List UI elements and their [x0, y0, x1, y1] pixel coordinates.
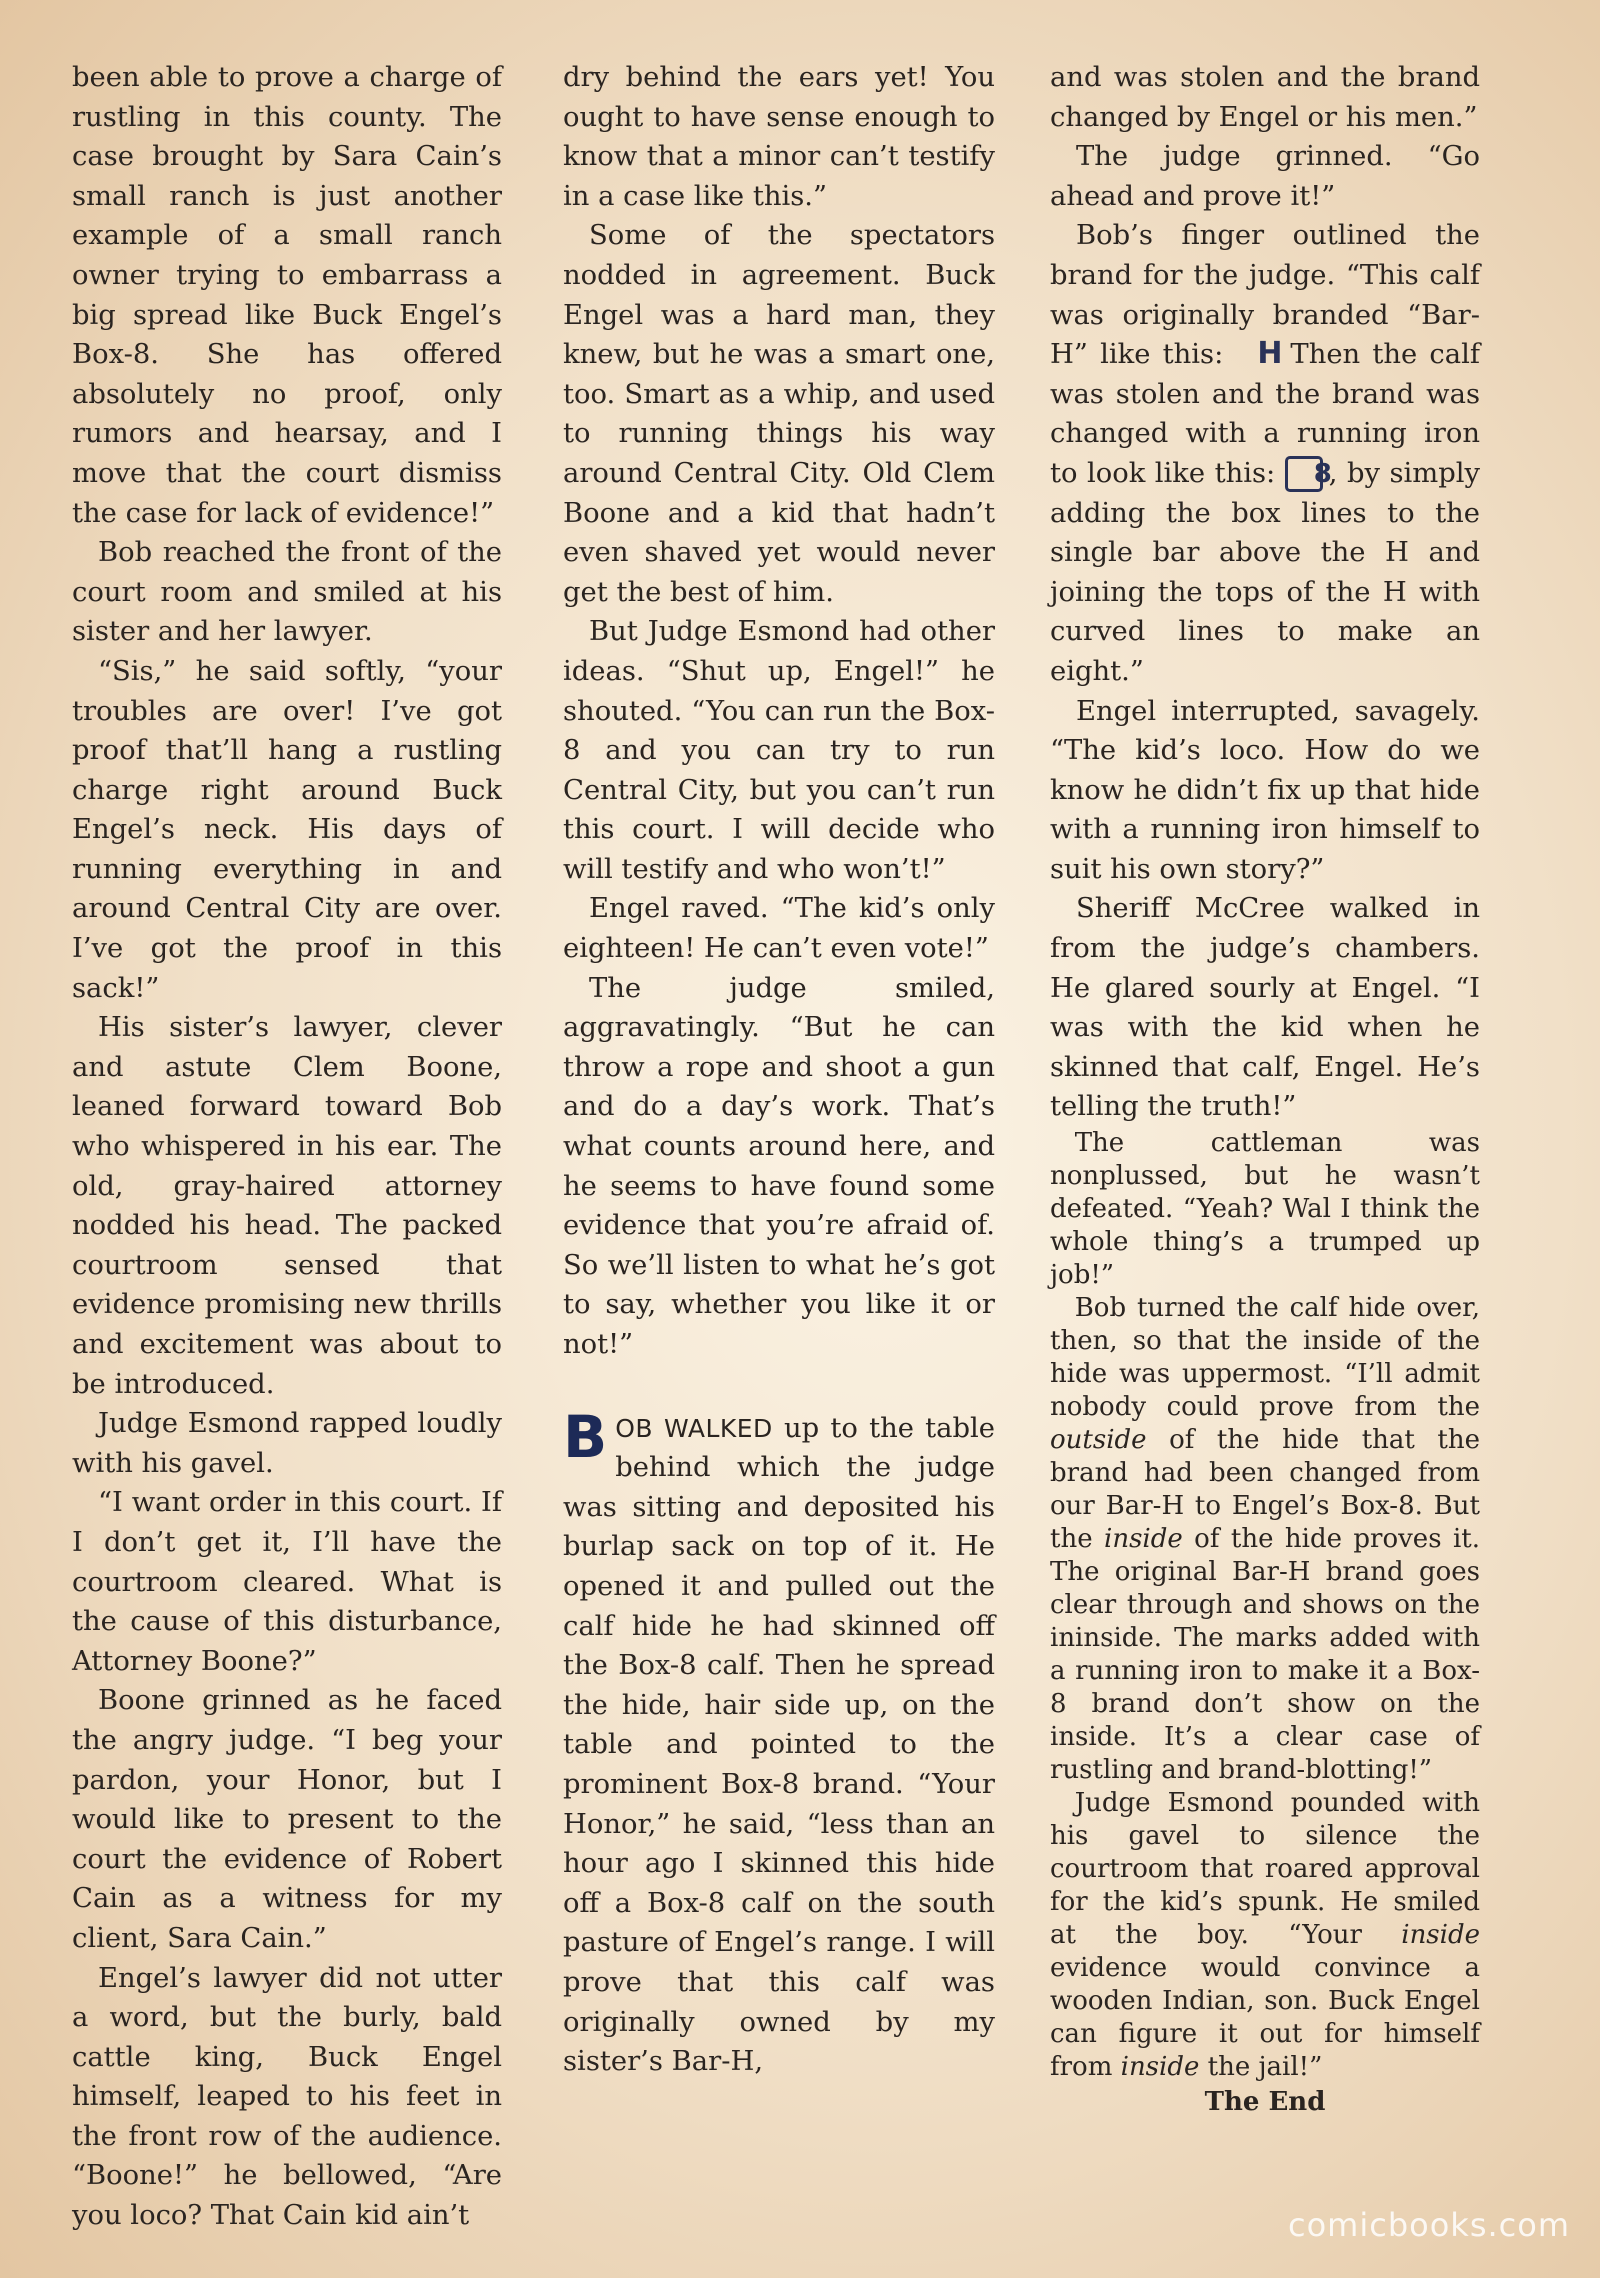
paragraph [1050, 216, 1480, 691]
paragraph-text: of the hide that the brand had been changed from our Bar-H to Engel’s Box-8. But the [1050, 1425, 1480, 1555]
paragraph-text: evidence would convince a wooden Indian, son. Buck Engel can figure it out for himself from [1050, 1953, 1480, 2083]
paragraph: Engel interrupted, savagely. “The kid’s loco. How do we know he didn’t fix up that hide with a running iron himself to suit his own story?” [1050, 695, 1480, 885]
paragraph-text: Bob turned the calf hide over, then, so that the inside of the hide was uppermost. “I’ll admit nobody could prove from the [1050, 1293, 1480, 1423]
paragraph: dry behind the ears yet! You ought to have sense enough to know that a minor can’t testify in a case like this.” [563, 62, 995, 212]
paragraph-text: Then the calf was stolen and the brand was changed with a running iron to look like this: [1050, 339, 1480, 489]
watermark-text: comicbooks.com [1287, 2206, 1570, 2244]
condensed-text-block [1050, 1127, 1480, 2119]
paragraph-text: of the hide proves it. The original Bar-H brand goes clear through and shows on the ininside. The marks added with a running iron to make it a Box-8 brand don’t show on the inside. It’s a clear case of rustling and brand-blotting!” [1050, 1524, 1480, 1786]
paragraph: “Sis,” he said softly, “your troubles are over! I’ve got proof that’ll hang a rustling charge right around Buck Engel’s neck. His days of running everything in and around Central City are over. I’ve got the proof in this sack!” [72, 655, 502, 1004]
text-column-2 [563, 58, 995, 2082]
drop-cap: B [563, 1402, 608, 1471]
emphasis: inside [1120, 2052, 1200, 2083]
paragraph-text: up to the table behind which the judge was sitting and deposited his burlap sack on top of it. He opened it and pulled out the calf hide he had skinned off the Box-8 calf. Then he spread the hide, hair side up, on the table and pointed to the prominent Box-8 brand. “Your Honor,” he said, “less than an hour ago I skinned this hide off a Box-8 calf on the south pasture of Engel’s range. I will prove that this calf was originally owned by my sister’s Bar-H, [563, 1412, 995, 2078]
emphasis: inside [1401, 1920, 1480, 1951]
section-opening-paragraph [563, 1402, 995, 2082]
paragraph: But Judge Esmond had other ideas. “Shut up, Engel!” he shouted. “You can run the Box-8 and you can try to run Central City, but you can’t run this court. I will decide who will testify and who won’t!” [563, 616, 995, 885]
paragraph: The judge grinned. “Go ahead and prove it!” [1050, 141, 1480, 212]
text-column-1 [72, 58, 502, 2236]
paragraph: Engel’s lawyer did not utter a word, but the burly, bald cattle king, Buck Engel himself, leaped to his feet in the front row of the audience. “Boone!” he bellowed, “Are you loco? That Cain kid ain’t [72, 1962, 502, 2232]
emphasis: outside [1050, 1425, 1147, 1456]
paragraph: Judge Esmond rapped loudly with his gavel. [72, 1408, 502, 1479]
paragraph: The judge smiled, aggravatingly. “But he can throw a rope and shoot a gun and do a day’s work. That’s what counts around here, and he seems to have found some evidence that you’re afraid of. So we’ll listen to what he’s got to say, whether you like it or not!” [563, 972, 995, 1360]
the-end-label: The End [1204, 2087, 1326, 2118]
paragraph: been able to prove a charge of rustling in this county. The case brought by Sara Cain’s small ranch is just another example of a small ranch owner trying to embarrass a big spread like Buck Engel’s Box-8. She has offered absolutely no proof, only rumors and hearsay, and I move that the court dismiss the case for lack of evidence!” [72, 62, 502, 529]
paragraph-text: the jail!” [1199, 2052, 1323, 2083]
box-8-brand-icon: 8 [1285, 456, 1323, 492]
lead-in-caps: OB WALKED [615, 1413, 773, 1443]
paragraph: Some of the spectators nodded in agreement. Buck Engel was a hard man, they knew, but he was a smart one, too. Smart as a whip, and used to running things his way around Central City. Old Clem Boone and a kid that hadn’t even shaved yet would never get the best of him. [563, 220, 995, 608]
paragraph: Sheriff McCree walked in from the judge’s chambers. He glared sourly at Engel. “I was with the kid when he skinned that calf, Engel. He’s telling the truth!” [1050, 893, 1480, 1123]
paragraph-text: Judge Esmond pounded with his gavel to silence the courtroom that roared approval for the kid’s spunk. He smiled at the boy. “Your [1050, 1788, 1480, 1951]
paragraph: and was stolen and the brand changed by Engel or his men.” [1050, 62, 1480, 133]
paragraph: The cattleman was nonplussed, but he wasn’t defeated. “Yeah? Wal I think the whole thing’s a trumped up job!” [1050, 1128, 1480, 1291]
paragraph: Boone grinned as he faced the angry judge. “I beg your pardon, your Honor, but I would like to present to the court the evidence of Robert Cain as a witness for my client, Sara Cain.” [72, 1685, 502, 1954]
paragraph: Engel raved. “The kid’s only eighteen! He can’t even vote!” [563, 893, 995, 965]
text-column-3 [1050, 58, 1480, 2119]
paragraph [1050, 1292, 1480, 1787]
paragraph-text: , by simply adding the box lines to the single bar above the H and joining the tops of the H with curved lines to make an eight.” [1050, 457, 1481, 687]
paragraph: Bob reached the front of the court room and smiled at his sister and her lawyer. [72, 537, 502, 648]
paragraph: His sister’s lawyer, clever and astute Clem Boone, leaned forward toward Bob who whispered in his ear. The old, gray-haired attorney nodded his head. The packed courtroom sensed that evidence promising new thrills and excitement was about to be introduced. [72, 1012, 502, 1400]
paragraph [1050, 1787, 1480, 2084]
bar-h-brand-icon: H [1257, 336, 1283, 372]
emphasis: inside [1104, 1524, 1183, 1555]
paragraph-text: Bob’s finger outlined the brand for the judge. “This calf was originally branded “Bar-H” like this: [1050, 220, 1480, 371]
paragraph: “I want order in this court. If I don’t get it, I’ll have the courtroom cleared. What is the cause of this disturbance, Attorney Boone?” [72, 1487, 502, 1677]
